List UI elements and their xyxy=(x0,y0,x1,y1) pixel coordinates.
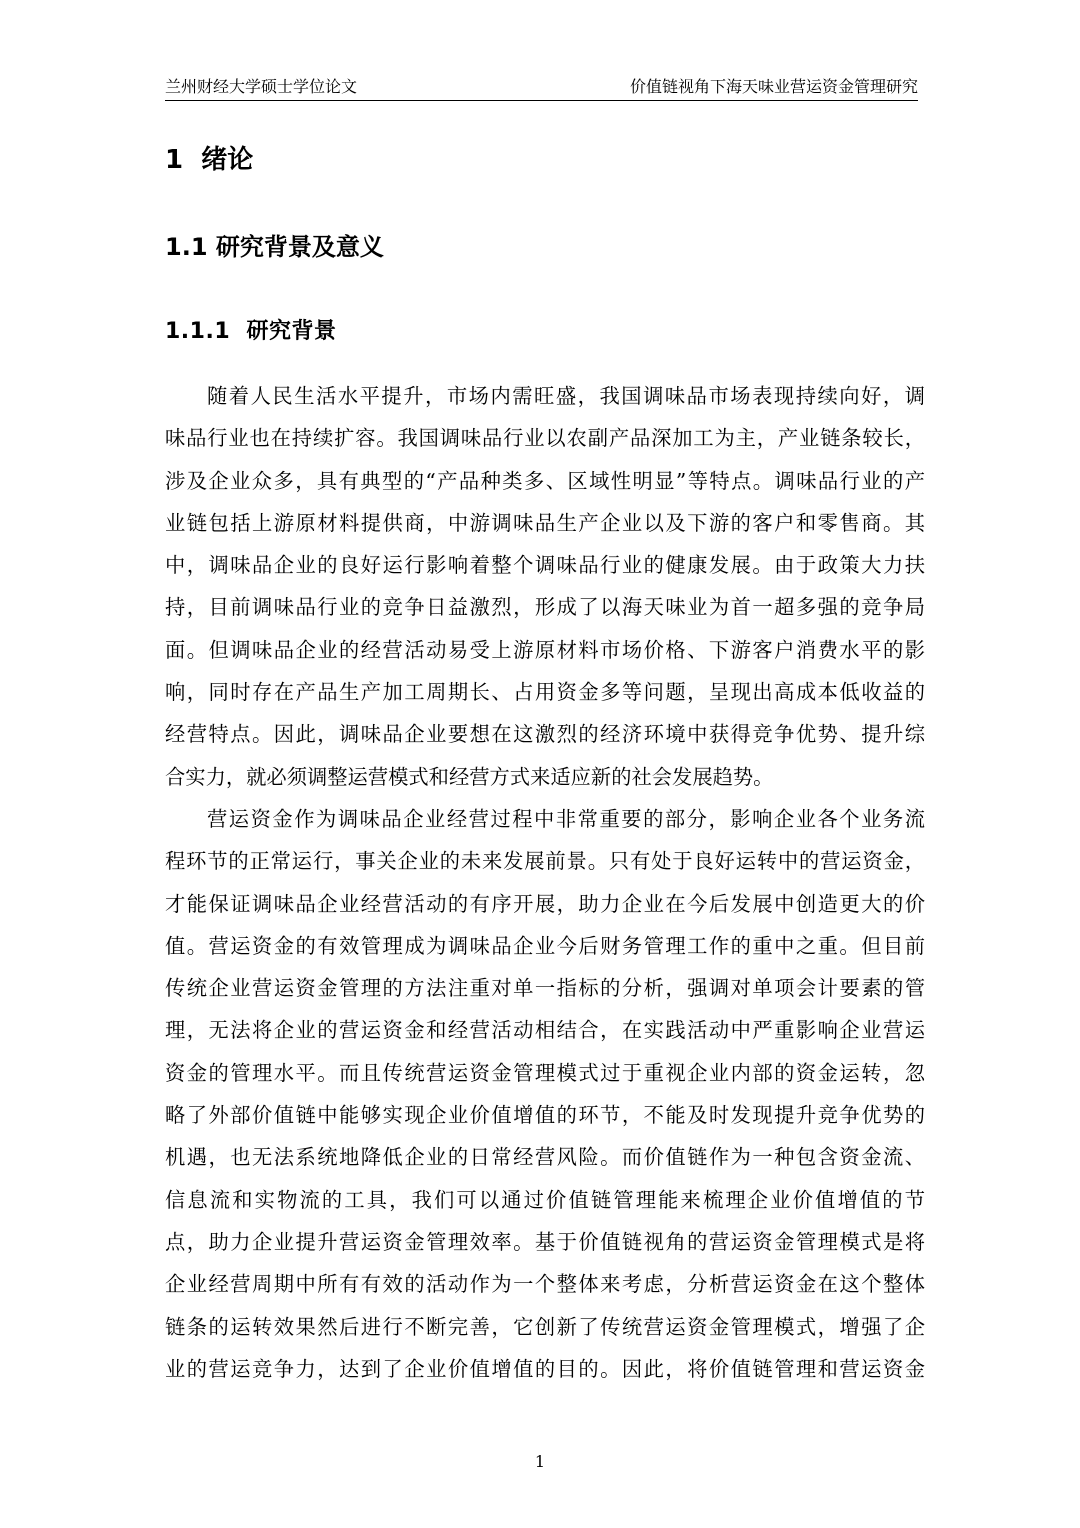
paragraph-line: 业链包括上游原材料提供商，中游调味品生产企业以及下游的客户和零售商。其 xyxy=(165,510,925,535)
subsection-title: 1.1.1 研究背景 xyxy=(165,319,337,344)
header-thesis-label: 兰州财经大学硕士学位论文 xyxy=(165,77,358,96)
paragraph-line: 持，目前调味品行业的竞争日益激烈，形成了以海天味业为首一超多强的竞争局 xyxy=(165,595,925,620)
paragraph-line: 信息流和实物流的工具，我们可以通过价值链管理能来梳理企业价值增值的节 xyxy=(165,1187,925,1212)
paragraph-line: 企业经营周期中所有有效的活动作为一个整体来考虑，分析营运资金在这个整体 xyxy=(165,1272,925,1297)
paragraph-line: 味品行业也在持续扩容。我国调味品行业以农副产品深加工为主，产业链条较长， xyxy=(165,426,925,451)
paragraph-line: 点，助力企业提升营运资金管理效率。基于价值链视角的营运资金管理模式是将 xyxy=(165,1229,925,1254)
paragraph-line: 涉及企业众多，具有典型的“产品种类多、区域性明显”等特点。调味品行业的产 xyxy=(165,468,925,493)
body-text xyxy=(165,375,925,1390)
paragraph-line: 值。营运资金的有效管理成为调味品企业今后财务管理工作的重中之重。但目前 xyxy=(165,933,925,958)
section-title: 1.1 研究背景及意义 xyxy=(165,233,384,261)
paragraph-line: 合实力，就必须调整运营模式和经营方式来适应新的社会发展趋势。 xyxy=(165,764,774,789)
page-number: 1 xyxy=(534,1452,546,1471)
paragraph-line: 随着人民生活水平提升，市场内需旺盛，我国调味品市场表现持续向好，调 xyxy=(207,384,925,408)
paragraph-line: 响，同时存在产品生产加工周期长、占用资金多等问题，呈现出高成本低收益的 xyxy=(165,680,925,705)
paragraph-line: 理，无法将企业的营运资金和经营活动相结合，在实践活动中严重影响企业营运 xyxy=(165,1018,925,1043)
header-paper-title: 价值链视角下海天味业营运资金管理研究 xyxy=(629,77,918,96)
paragraph-line: 资金的管理水平。而且传统营运资金管理模式过于重视企业内部的资金运转，忽 xyxy=(165,1060,925,1085)
paragraph-line: 机遇，也无法系统地降低企业的日常经营风险。而价值链作为一种包含资金流、 xyxy=(165,1145,925,1170)
paragraph-line: 中，调味品企业的良好运行影响着整个调味品行业的健康发展。由于政策大力扶 xyxy=(165,553,925,578)
paragraph-line: 面。但调味品企业的经营活动易受上游原材料市场价格、下游客户消费水平的影 xyxy=(165,637,925,662)
paragraph-line: 程环节的正常运行，事关企业的未来发展前景。只有处于良好运转中的营运资金， xyxy=(165,849,925,874)
paragraph-line: 营运资金作为调味品企业经营过程中非常重要的部分，影响企业各个业务流 xyxy=(207,806,925,831)
chapter-title: 1 绪论 xyxy=(165,145,254,175)
paragraph-line: 业的营运竞争力，达到了企业价值增值的目的。因此，将价值链管理和营运资金 xyxy=(165,1356,925,1381)
running-header xyxy=(165,74,918,101)
paragraph-line: 才能保证调味品企业经营活动的有序开展，助力企业在今后发展中创造更大的价 xyxy=(165,891,925,916)
paragraph-line: 传统企业营运资金管理的方法注重对单一指标的分析，强调对单项会计要素的管 xyxy=(165,976,925,1001)
paragraph-line: 链条的运转效果然后进行不断完善，它创新了传统营运资金管理模式，增强了企 xyxy=(165,1314,925,1339)
paragraph-line: 经营特点。因此，调味品企业要想在这激烈的经济环境中获得竞争优势、提升综 xyxy=(165,722,925,747)
paragraph-line: 略了外部价值链中能够实现企业价值增值的环节，不能及时发现提升竞争优势的 xyxy=(165,1103,925,1128)
